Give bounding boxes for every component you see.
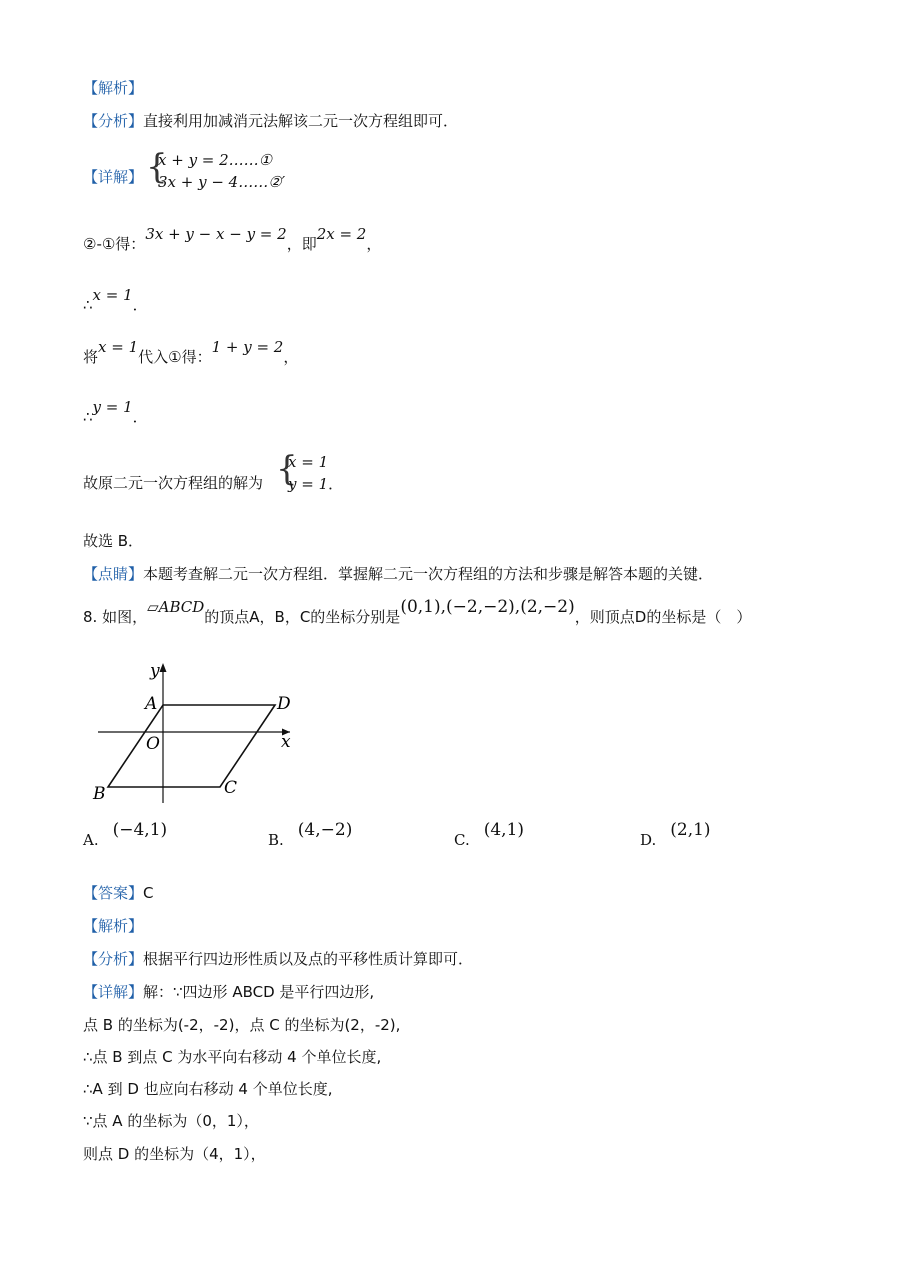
solution-x: x = 1 bbox=[288, 453, 329, 471]
sub-mid: 代入①得： bbox=[138, 348, 212, 366]
fenxi-tag: 【分析】 bbox=[83, 112, 144, 130]
equation-1: x + y = 2……① bbox=[158, 151, 273, 169]
fenxi-text-2: 根据平行四边形性质以及点的平移性质计算即可． bbox=[143, 950, 474, 968]
detail-line-2: 点 B 的坐标为(-2，-2)，点 C 的坐标为(2，-2), bbox=[83, 1016, 401, 1034]
period: ． bbox=[132, 408, 148, 426]
y-result: y = 1 bbox=[92, 398, 133, 416]
therefore-symbol: ∴ bbox=[83, 296, 93, 314]
x-result: x = 1 bbox=[92, 286, 133, 304]
choose-line: 故选 B． bbox=[83, 532, 144, 550]
step-substitute bbox=[83, 338, 299, 367]
sub-x: x = 1 bbox=[98, 338, 139, 356]
given-coords: (0,1),(−2,−2),(2,−2) bbox=[400, 597, 575, 617]
step-y-result bbox=[83, 398, 148, 427]
step-x-result bbox=[83, 286, 148, 315]
xiangjie-tag: 【详解】 bbox=[83, 168, 144, 186]
jiexi-heading-1: 【解析】 bbox=[83, 79, 144, 97]
label-x: x bbox=[281, 732, 291, 752]
system-brace: { bbox=[146, 147, 168, 187]
solution-prefix: 故原二元一次方程组的解为 bbox=[83, 474, 264, 492]
step1-prefix: ②-①得： bbox=[83, 235, 146, 253]
y-axis-arrow bbox=[160, 663, 167, 672]
answer-line bbox=[83, 882, 154, 903]
detail-line-6: 则点 D 的坐标为（4，1）， bbox=[83, 1145, 266, 1163]
option-c[interactable] bbox=[454, 820, 525, 850]
dianjing-text: 本题考查解二元一次方程组．掌握解二元一次方程组的方法和步骤是解答本题的关键． bbox=[143, 565, 714, 583]
equation-2: 3x + y − 4……②′ bbox=[158, 173, 286, 191]
label-c: C bbox=[224, 778, 238, 798]
parallelogram-name: ▱ABCD bbox=[147, 598, 205, 616]
option-b[interactable] bbox=[268, 820, 353, 850]
question-8 bbox=[83, 597, 752, 627]
label-b: B bbox=[93, 784, 106, 804]
option-c-value: (4,1) bbox=[483, 820, 525, 840]
parallelogram-figure bbox=[90, 655, 320, 805]
xiangjie-tag-2: 【详解】 bbox=[83, 983, 144, 1001]
step1-mid: ，即 bbox=[286, 235, 317, 253]
label-d: D bbox=[277, 694, 291, 714]
jiexi-heading-2: 【解析】 bbox=[83, 917, 144, 935]
label-a: A bbox=[145, 694, 158, 714]
detail-text-1: 解：∵四边形 ABCD 是平行四边形, bbox=[143, 983, 375, 1001]
detail-line-3: ∴点 B 到点 C 为水平向右移动 4 个单位长度, bbox=[83, 1048, 382, 1066]
option-a[interactable] bbox=[83, 820, 168, 850]
detail-line-5: ∵点 A 的坐标为（0，1）， bbox=[83, 1112, 259, 1130]
solution-y: y = 1． bbox=[288, 475, 344, 493]
dianjing-line bbox=[83, 563, 713, 584]
analysis-line-1 bbox=[83, 110, 458, 131]
step-subtract bbox=[83, 225, 382, 254]
therefore-symbol: ∴ bbox=[83, 408, 93, 426]
detail-line-4: ∴A 到 D 也应向右移动 4 个单位长度, bbox=[83, 1080, 333, 1098]
detail-line-1 bbox=[83, 981, 374, 1002]
solution-system bbox=[288, 451, 343, 495]
option-d-letter: D. bbox=[640, 831, 657, 849]
option-b-value: (4,−2) bbox=[297, 820, 353, 840]
option-a-value: (−4,1) bbox=[112, 820, 168, 840]
dianjing-tag: 【点睛】 bbox=[83, 565, 144, 583]
option-c-letter: C. bbox=[454, 831, 470, 849]
fenxi-tag-2: 【分析】 bbox=[83, 950, 144, 968]
question-prefix: 8. 如图， bbox=[83, 608, 148, 626]
solution-line bbox=[83, 472, 263, 493]
label-y: y bbox=[150, 661, 160, 681]
answer-tag: 【答案】 bbox=[83, 884, 144, 902]
option-d-value: (2,1) bbox=[670, 820, 711, 840]
analysis-line-2 bbox=[83, 948, 473, 969]
sub-math: 1 + y = 2 bbox=[211, 338, 284, 356]
solution-brace: { bbox=[276, 449, 298, 489]
question-suffix: ，则顶点D的坐标是（ ） bbox=[574, 608, 752, 626]
parallelogram-shape bbox=[108, 705, 275, 787]
label-o: O bbox=[146, 734, 160, 754]
fenxi-text: 直接利用加减消元法解该二元一次方程组即可． bbox=[143, 112, 459, 130]
step1-end: ， bbox=[366, 235, 382, 253]
equation-system bbox=[158, 149, 285, 193]
sub-prefix: 将 bbox=[83, 348, 99, 366]
detail-label-1 bbox=[83, 166, 143, 187]
sub-comma: ， bbox=[283, 348, 299, 366]
answer-value: C bbox=[143, 884, 154, 902]
period: ． bbox=[132, 296, 148, 314]
option-b-letter: B. bbox=[268, 831, 284, 849]
step1-math2: 2x = 2 bbox=[316, 225, 367, 243]
step1-math: 3x + y − x − y = 2 bbox=[145, 225, 287, 243]
option-d[interactable] bbox=[640, 820, 711, 850]
question-mid: 的顶点A，B，C的坐标分别是 bbox=[204, 608, 401, 626]
option-a-letter: A. bbox=[83, 831, 99, 849]
